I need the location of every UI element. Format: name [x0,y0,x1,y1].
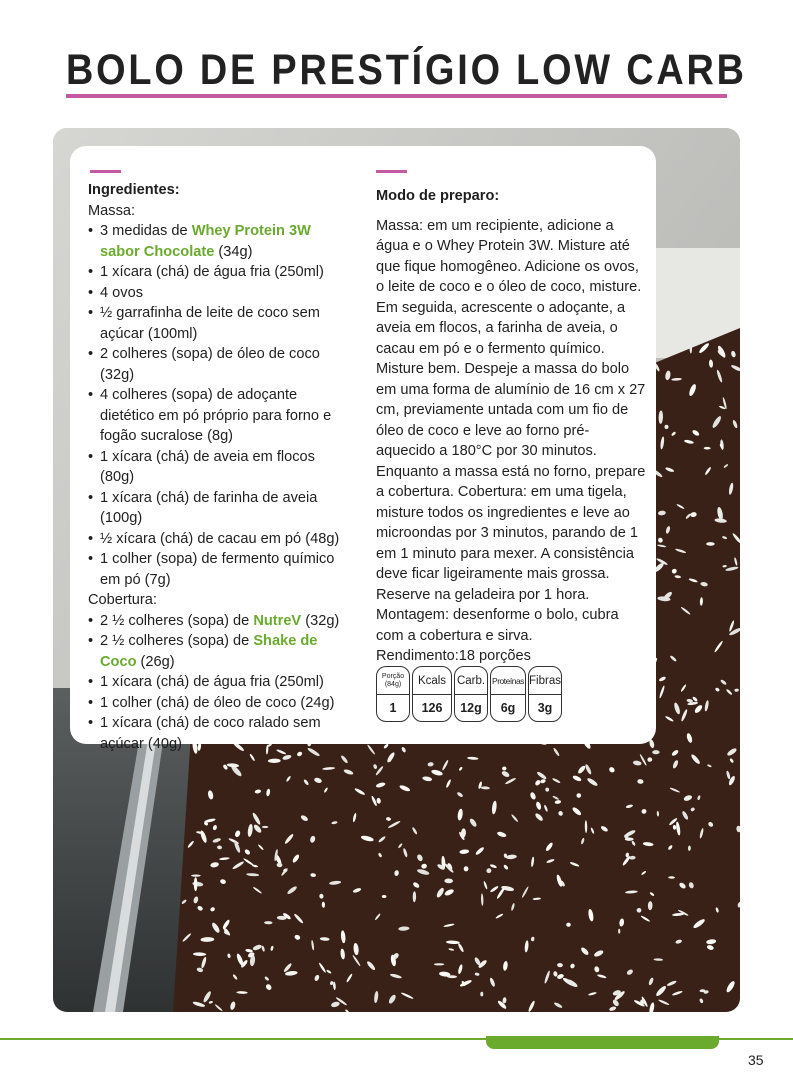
nutrition-cell [490,666,526,722]
mass-ingredient-list [88,221,350,590]
ingredient-text: 2 ½ colheres (sopa) de [100,612,254,629]
product-highlight: Shake de Coco [100,633,318,670]
method-section [376,186,648,667]
list-item: • 1 xícara (chá) de farinha de aveia (100g) [88,488,350,529]
page-number: 35 [748,1052,764,1068]
nutrition-label: Fibras [529,667,561,695]
coconut-flake [382,895,387,898]
nutrition-value: 126 [421,701,443,715]
list-item [88,611,350,632]
coconut-flake [618,929,620,934]
mass-label: Massa: [88,202,136,219]
list-item: • 1 colher (chá) de óleo de coco (24g) [88,693,350,714]
list-item: • 1 xícara (chá) de aveia em flocos (80g) [88,447,350,488]
page-title: BOLO DE PRESTÍGIO LOW CARB [66,46,747,94]
nutrition-cell [412,666,452,722]
nutrition-cell [454,666,488,722]
nutrition-label: Proteínas [491,667,525,695]
nutrition-value: 6g [500,701,516,715]
ingredient-text: 3 medidas de [100,223,192,239]
list-item: • 1 xícara (chá) de água fria (250ml) [88,672,350,693]
coconut-flake [262,826,269,828]
nutrition-label: Carb. [455,667,487,695]
list-item: • 1 xícara (chá) de coco ralado sem açúcar (40g) [88,713,350,754]
topping-label: Cobertura: [88,592,157,608]
ingredient-amount: (32g) [301,612,340,629]
footer-tab [486,1036,719,1049]
nutrition-value: 3g [537,701,553,715]
list-item: • ½ xícara (chá) de cacau em pó (48g) [88,529,350,550]
method-heading: Modo de preparo: [376,188,500,204]
nutrition-value: 1 [389,701,397,715]
list-item: • ½ garrafinha de leite de coco sem açúcar (100ml) [88,303,350,344]
yield-text: Rendimento:18 porções [376,648,531,664]
method-text: Massa: em um recipiente, adicione a água e o Whey Protein 3W. Misture até que fique homogêneo. Adicione os ovos, o leite de coco e o óleo de coco, misture. Em seguida, acrescente o adoçante, a aveia em flocos, a farinha de aveia, o cacau em pó e o fermento químico. Misture bem. Despeje a massa do bolo em uma forma de alumínio de 16 cm x 27 cm, previamente untada com um fio de óleo de coco e leve ao forno pré-aquecido a 180°C por 30 minutos. Enquanto a massa está no forno, prepare a cobertura. Cobertura: em uma tigela, misture todos os ingredientes e leve ao microondas por 3 minutos, parando de 1 em 1 minuto para mexer. A consistência deve ficar ligeiramente mais grossa. Reserve na geladeira por 1 hora. Montagem: desenforme o bolo, cubra com a cobertura e sirva. [376,217,646,644]
list-item [88,631,350,672]
list-item: • 1 xícara (chá) de água fria (250ml) [88,262,350,283]
list-item [88,221,350,262]
coconut-flake [194,877,198,891]
ingredients-section [88,180,350,754]
product-highlight: NutreV [253,612,302,629]
ingredient-amount: (26g) [136,653,175,670]
list-item: • 2 colheres (sopa) de óleo de coco (32g) [88,344,350,385]
list-item: • 1 colher (sopa) de fermento químico em pó (7g) [88,549,350,590]
coconut-flake [625,838,634,841]
ingredients-heading: Ingredientes: [88,182,180,198]
coconut-flake [434,963,445,965]
list-item: • 4 ovos [88,283,350,304]
nutrition-cell [528,666,562,722]
nutrition-table [376,666,562,722]
nutrition-value: 12g [460,701,482,715]
nutrition-label: Porção (84g) [377,667,409,695]
topping-ingredient-list [88,611,350,755]
nutrition-label: Kcals [413,667,451,695]
coconut-flake [652,750,659,754]
title-underline [66,94,727,98]
nutrition-cell [376,666,410,722]
method-accent-bar [376,170,407,173]
coconut-flake [191,875,201,877]
ingredient-amount: (34g) [214,243,253,260]
list-item: • 4 colheres (sopa) de adoçante dietético em pó próprio para forno e fogão sucralose (8g) [88,385,350,447]
product-highlight: Whey Protein 3W sabor Chocolate [100,223,311,260]
recipe-card [70,146,656,752]
ingredients-accent-bar [90,170,121,173]
ingredient-text: 2 ½ colheres (sopa) de [100,633,254,649]
